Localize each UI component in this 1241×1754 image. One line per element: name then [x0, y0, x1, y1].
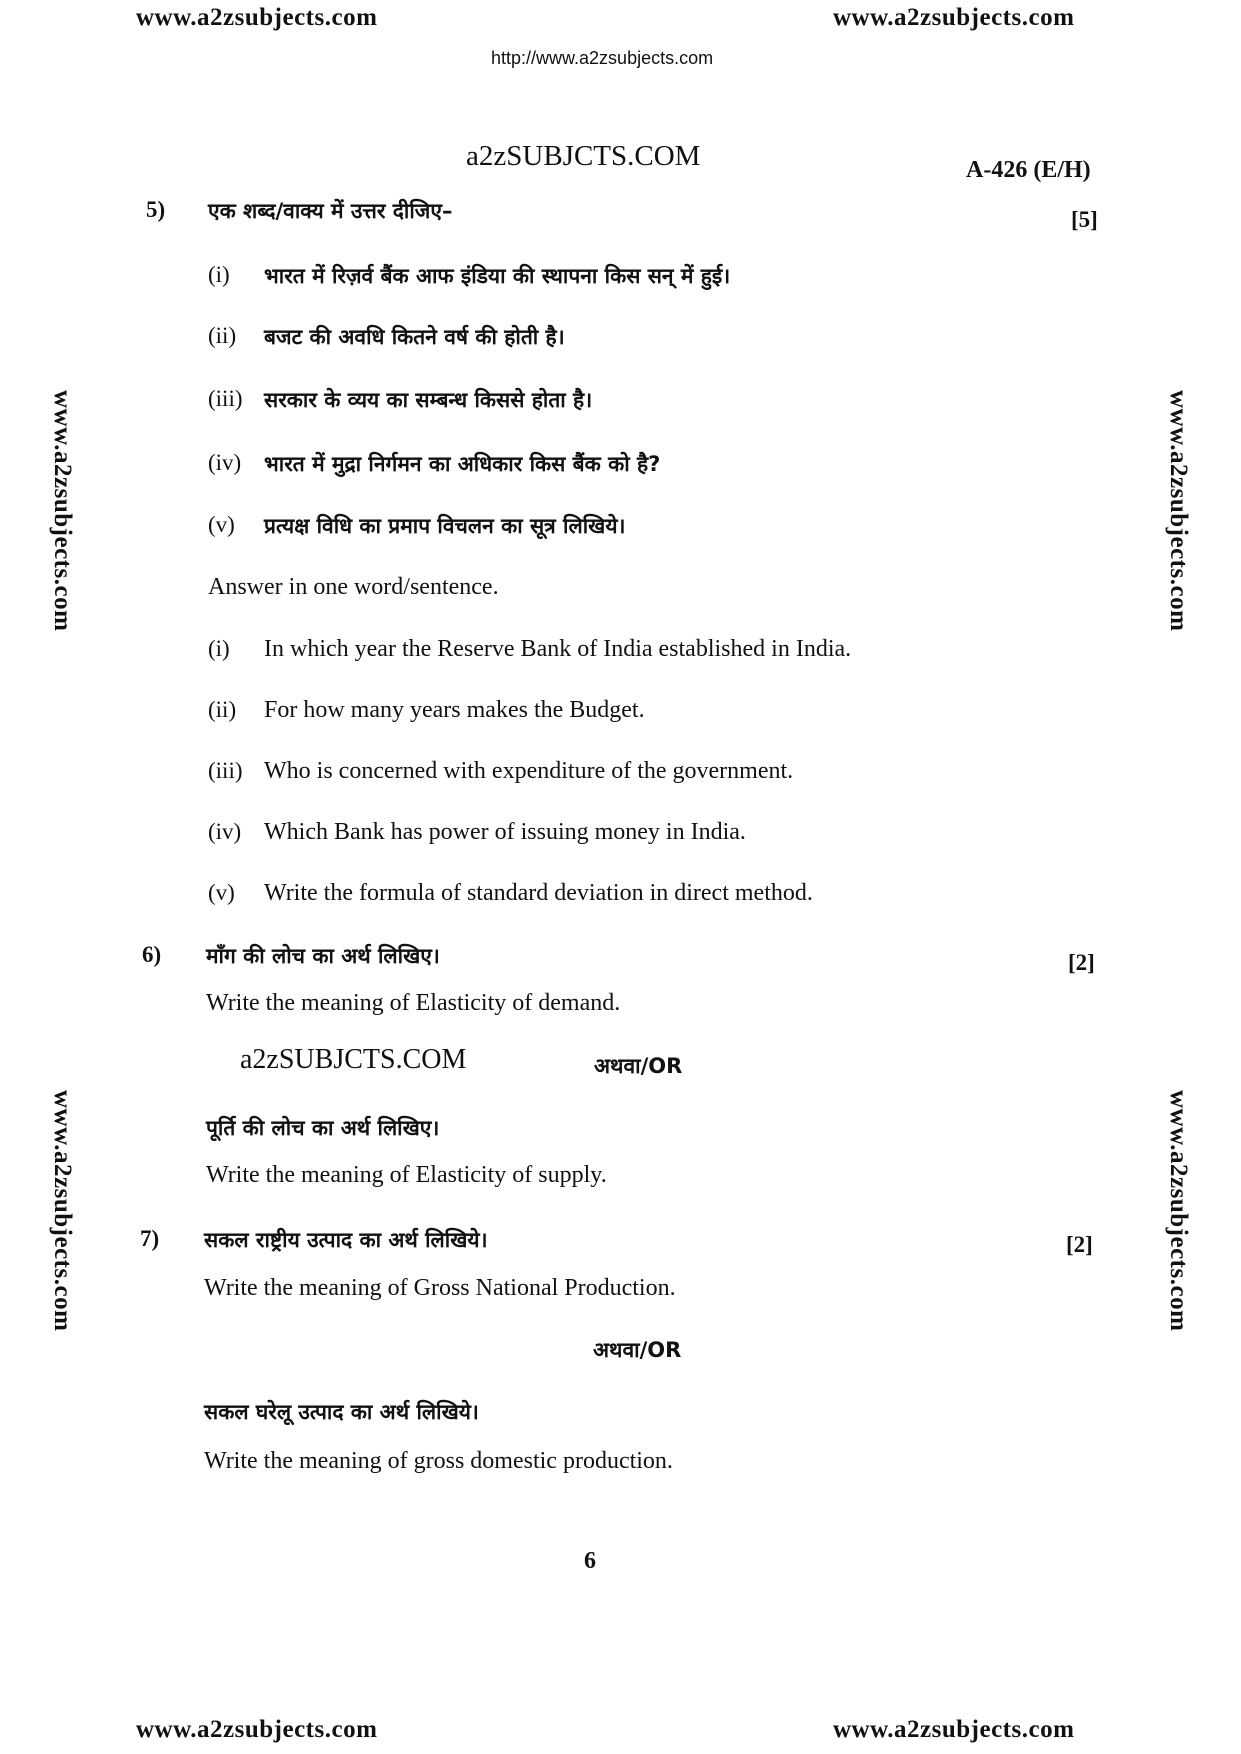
question-7-number: 7)	[140, 1226, 160, 1251]
q5-hindi-item-1-number: (i)	[208, 262, 230, 287]
watermark-bottom-right: www.a2zsubjects.com	[833, 1716, 1075, 1743]
q5-english-item-3-number: (iii)	[208, 758, 243, 783]
question-7-alt-english: Write the meaning of gross domestic production.	[204, 1448, 673, 1474]
q5-english-item-1-number: (i)	[208, 636, 230, 661]
q5-hindi-item-4-number: (iv)	[208, 450, 242, 475]
q5-hindi-item-2-number: (ii)	[208, 323, 237, 348]
q5-english-item-1: In which year the Reserve Bank of India established in India.	[264, 636, 852, 662]
question-7-english: Write the meaning of Gross National Production.	[204, 1275, 676, 1301]
watermark-top-right: www.a2zsubjects.com	[833, 4, 1075, 31]
watermark-side-left-upper: www.a2zsubjects.com	[49, 390, 76, 632]
question-5-marks: [5]	[1071, 207, 1098, 232]
watermark-side-left-lower: www.a2zsubjects.com	[49, 1090, 76, 1332]
question-5-hindi-prompt: एक शब्द/वाक्य में उत्तर दीजिए–	[208, 199, 453, 223]
q5-english-item-5: Write the formula of standard deviation in direct method.	[264, 880, 813, 906]
question-6-hindi: माँग की लोच का अर्थ लिखिए।	[206, 944, 440, 968]
q5-english-prompt: Answer in one word/sentence.	[208, 574, 499, 600]
watermark-top-left: www.a2zsubjects.com	[136, 4, 378, 31]
q5-english-item-4: Which Bank has power of issuing money in India.	[264, 819, 746, 845]
site-title: a2zSUBJCTS.COM	[466, 140, 701, 172]
question-5-number: 5)	[146, 197, 166, 222]
question-6-alt-english: Write the meaning of Elasticity of supply.	[206, 1162, 607, 1188]
question-7-alt-hindi: सकल घरेलू उत्पाद का अर्थ लिखिये।	[204, 1400, 479, 1424]
q5-hindi-item-3-number: (iii)	[208, 386, 243, 411]
watermark-side-right-upper: www.a2zsubjects.com	[1165, 390, 1192, 632]
question-6-number: 6)	[142, 942, 162, 967]
question-6-english: Write the meaning of Elasticity of demand.	[206, 990, 621, 1016]
question-7-or: अथवा/OR	[593, 1338, 682, 1362]
question-6-marks: [2]	[1068, 950, 1095, 975]
watermark-side-right-lower: www.a2zsubjects.com	[1165, 1090, 1192, 1332]
q5-hindi-item-5: प्रत्यक्ष विधि का प्रमाप विचलन का सूत्र लिखिये।	[264, 514, 626, 538]
question-7-hindi: सकल राष्ट्रीय उत्पाद का अर्थ लिखिये।	[204, 1228, 488, 1252]
header-url[interactable]: http://www.a2zsubjects.com	[491, 48, 714, 68]
q5-english-item-2-number: (ii)	[208, 697, 237, 722]
question-7-marks: [2]	[1066, 1232, 1093, 1257]
question-6-alt-hindi: पूर्ति की लोच का अर्थ लिखिए।	[206, 1116, 440, 1140]
watermark-bottom-left: www.a2zsubjects.com	[136, 1716, 378, 1743]
q5-hindi-item-3: सरकार के व्यय का सम्बन्ध किससे होता है।	[264, 388, 593, 412]
q5-english-item-3: Who is concerned with expenditure of the government.	[264, 758, 794, 784]
question-6-or: अथवा/OR	[594, 1054, 683, 1078]
page-number: 6	[584, 1548, 596, 1574]
q5-english-item-4-number: (iv)	[208, 819, 242, 844]
paper-code: A-426 (E/H)	[966, 157, 1091, 183]
q5-english-item-2: For how many years makes the Budget.	[264, 697, 645, 723]
q5-hindi-item-1: भारत में रिज़र्व बैंक आफ इंडिया की स्थापना किस सन् में हुई।	[264, 264, 731, 288]
q5-hindi-item-5-number: (v)	[208, 512, 235, 537]
q5-hindi-item-4: भारत में मुद्रा निर्गमन का अधिकार किस बैंक को है?	[264, 452, 661, 476]
site-title-middle: a2zSUBJCTS.COM	[240, 1044, 467, 1075]
q5-english-item-5-number: (v)	[208, 880, 235, 905]
q5-hindi-item-2: बजट की अवधि कितने वर्ष की होती है।	[264, 325, 565, 349]
